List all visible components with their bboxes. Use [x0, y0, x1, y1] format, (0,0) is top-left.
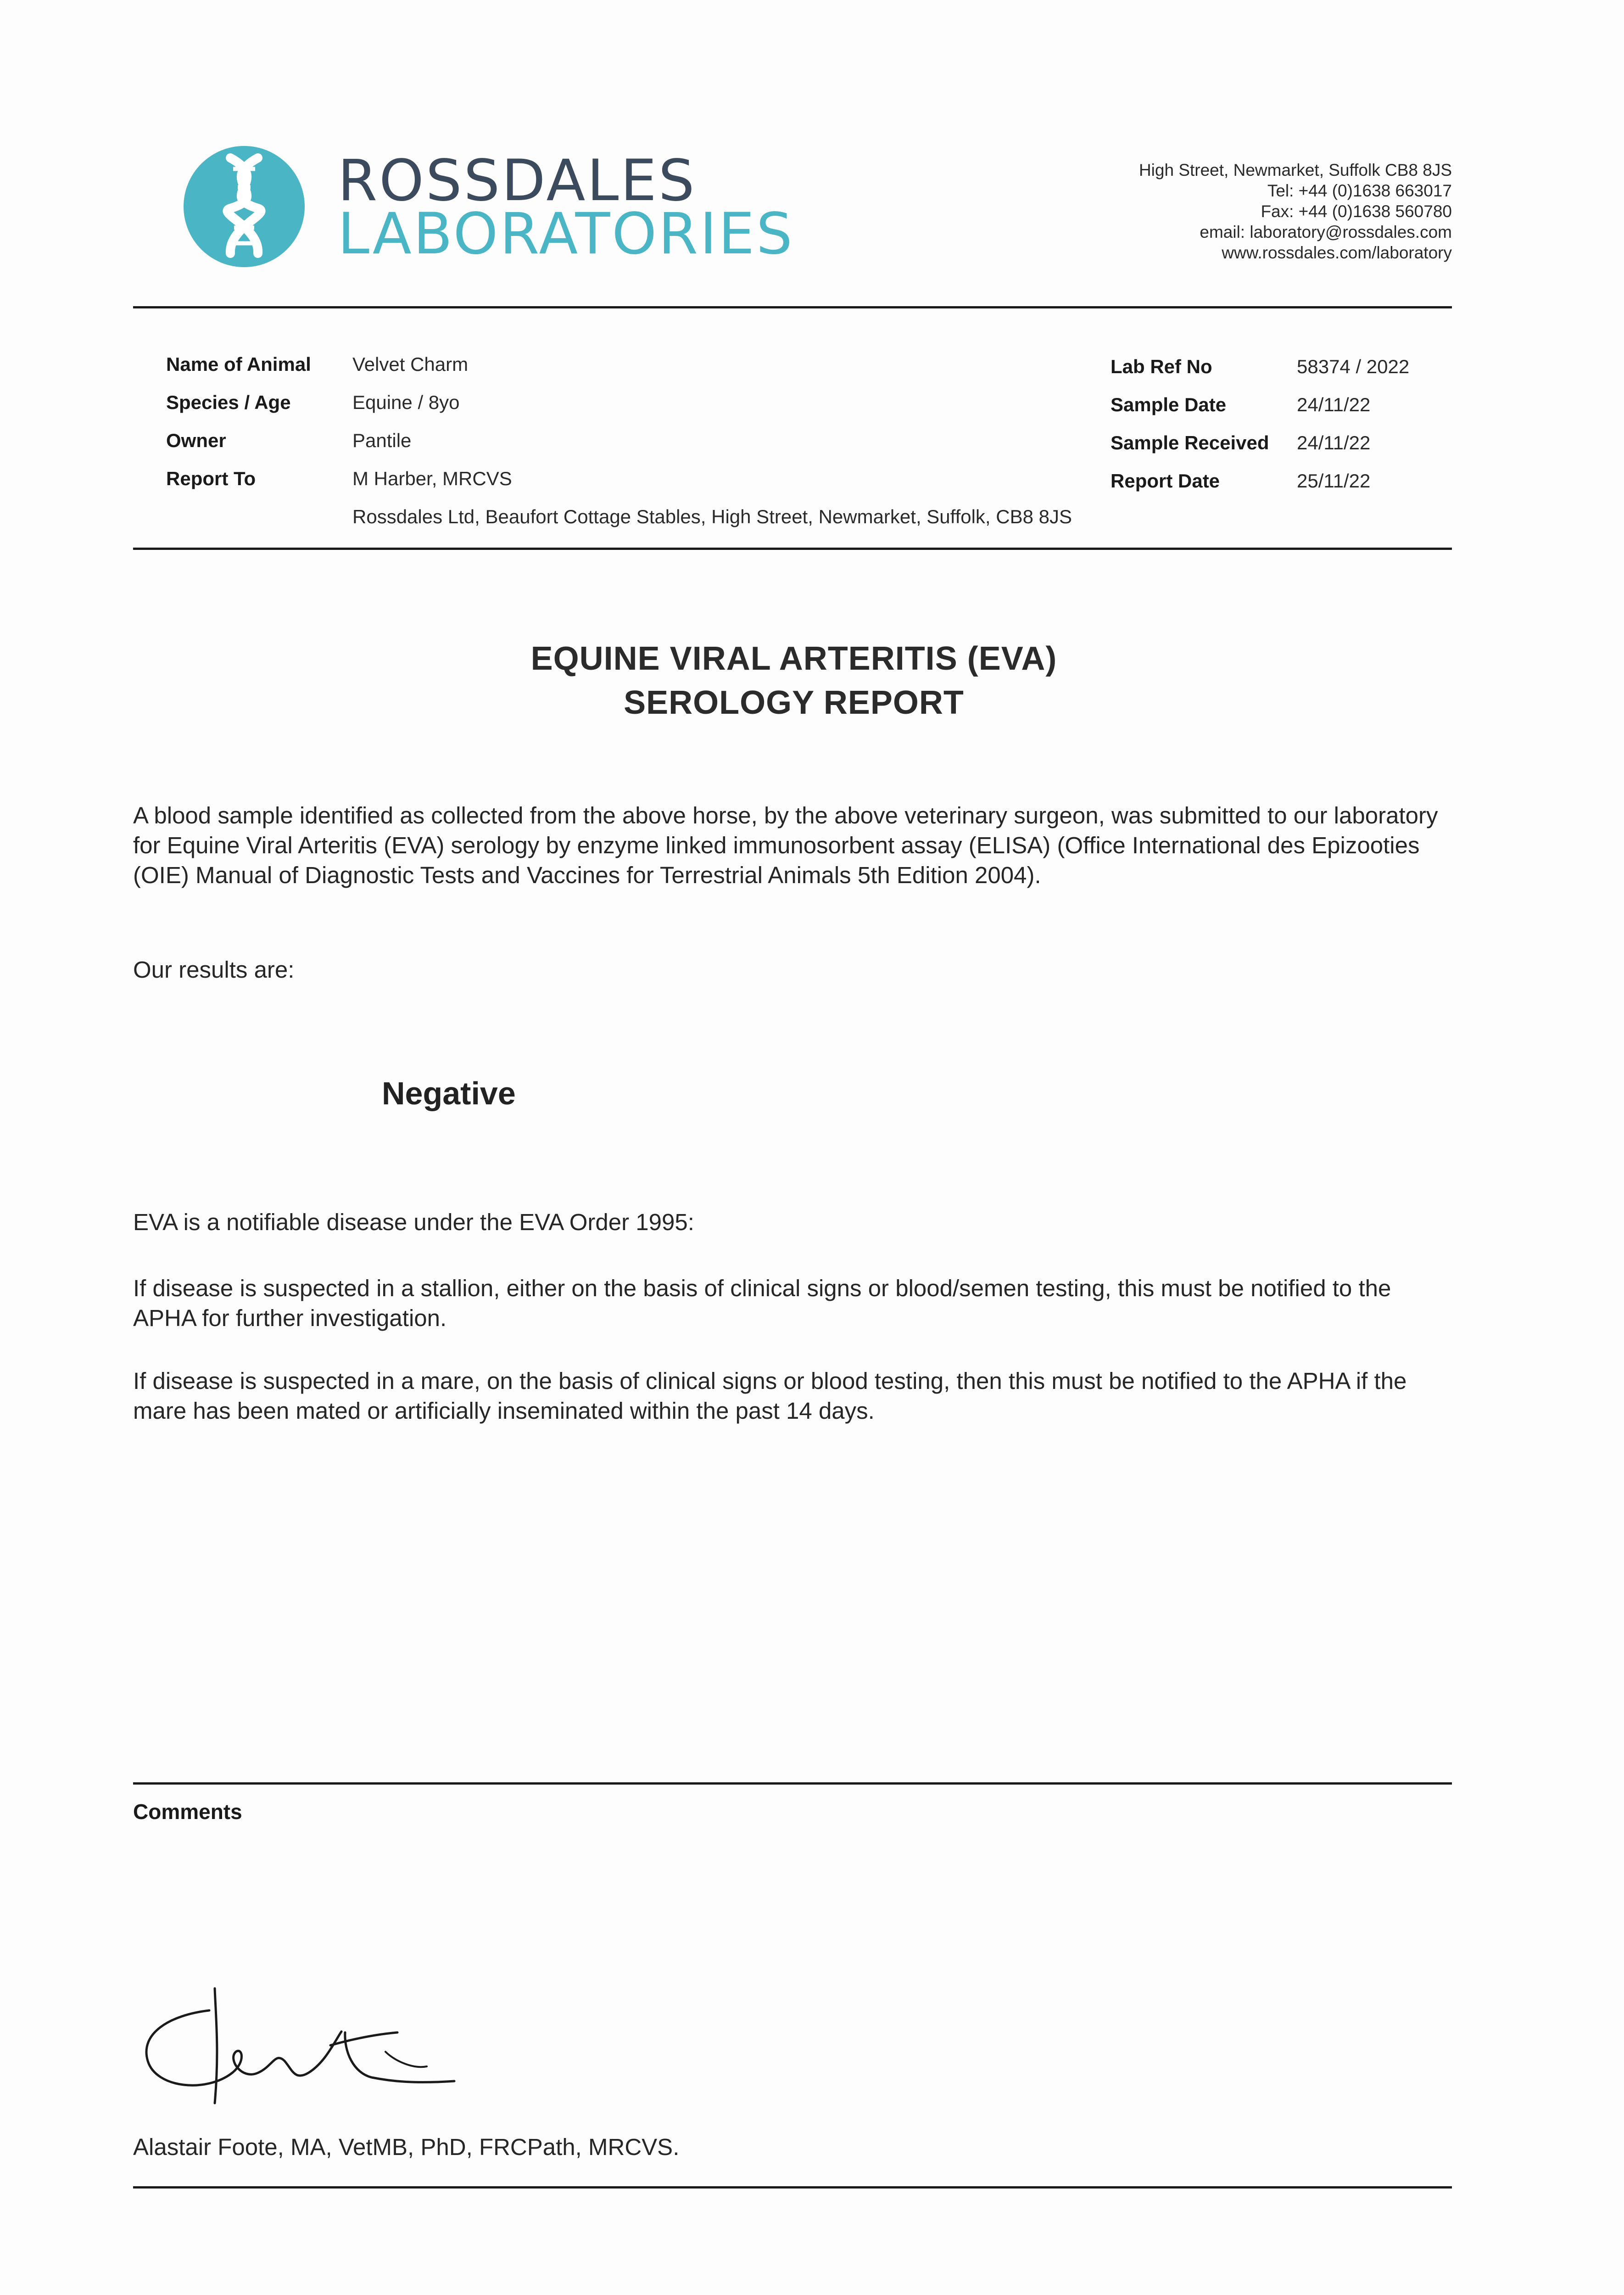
species-age-label: Species / Age [166, 392, 291, 413]
sample-received-value: 24/11/22 [1297, 432, 1371, 453]
brand-name-line1: ROSSDALES [338, 148, 697, 214]
report-date-value: 25/11/22 [1297, 470, 1371, 492]
divider [133, 306, 1452, 308]
report-to-value: M Harber, MRCVS [352, 468, 512, 489]
test-result: Negative [382, 1075, 516, 1111]
report-title-line2: SEROLOGY REPORT [624, 684, 964, 721]
report-title-line1: EQUINE VIRAL ARTERITIS (EVA) [530, 640, 1057, 677]
signature [138, 1983, 477, 2116]
contact-address: High Street, Newmarket, Suffolk CB8 8JS [1138, 161, 1452, 179]
lab-ref-value: 58374 / 2022 [1297, 356, 1410, 377]
species-age-value: Equine / 8yo [352, 392, 460, 413]
mare-paragraph: If disease is suspected in a mare, on the basis of clinical signs or blood testing, then this must be notified to the APHA if the mare has been mated or artificially inseminated within the past 14 days. [133, 1368, 1407, 1424]
divider [133, 1782, 1452, 1785]
comments-label: Comments [133, 1800, 242, 1824]
results-lead-text: Our results are: [133, 957, 295, 983]
lab-ref-label: Lab Ref No [1111, 356, 1212, 377]
contact-block [1139, 160, 1452, 263]
contact-tel: Tel: +44 (0)1638 663017 [1267, 181, 1452, 200]
animal-name-value: Velvet Charm [352, 353, 469, 375]
intro-paragraph: A blood sample identified as collected from the above horse, by the above veterinary surgeon, was submitted to our laboratory for Equine Viral Arteritis (EVA) serology by enzyme linked immunosorbent assay (ELISA) (Office International des Epizooties (OIE) Manual of Diagnostic Tests and Vaccines for Terrestrial Animals 5th Edition 2004). [133, 802, 1438, 888]
sample-received-label: Sample Received [1111, 432, 1269, 453]
stallion-paragraph: If disease is suspected in a stallion, either on the basis of clinical signs or blood/semen testing, this must be notified to the APHA for further investigation. [133, 1275, 1391, 1331]
sample-date-value: 24/11/22 [1297, 394, 1371, 415]
sample-date-label: Sample Date [1111, 394, 1227, 415]
report-to-address: Rossdales Ltd, Beaufort Cottage Stables, High Street, Newmarket, Suffolk, CB8 8JS [352, 506, 1072, 527]
notifiable-statement: EVA is a notifiable disease under the EVA Order 1995: [133, 1209, 694, 1235]
divider [133, 548, 1452, 550]
animal-name-label: Name of Animal [166, 353, 311, 375]
signatory-name: Alastair Foote, MA, VetMB, PhD, FRCPath, MRCVS. [133, 2134, 680, 2160]
divider [133, 2186, 1452, 2189]
contact-fax: Fax: +44 (0)1638 560780 [1261, 202, 1452, 221]
owner-value: Pantile [352, 430, 412, 451]
contact-website: www.rossdales.com/laboratory [1222, 243, 1452, 262]
contact-email: email: laboratory@rossdales.com [1200, 223, 1452, 241]
owner-label: Owner [166, 430, 226, 451]
report-to-label: Report To [166, 468, 256, 489]
brand-name-line2: LABORATORIES [338, 201, 794, 267]
report-date-label: Report Date [1111, 470, 1220, 492]
dna-helix-icon [183, 145, 306, 268]
